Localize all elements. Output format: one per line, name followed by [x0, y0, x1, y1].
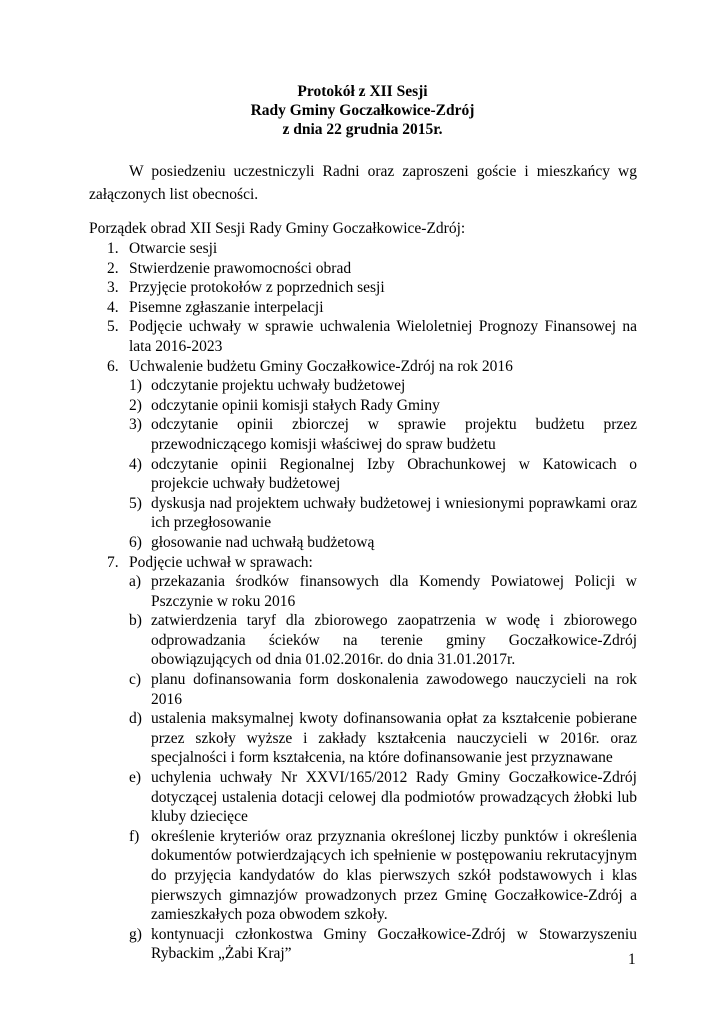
agenda-subitem-number: a) [129, 573, 142, 591]
agenda-item-text: Pisemne zgłaszanie interpelacji [129, 298, 324, 316]
agenda-subitem-number: 3) [129, 416, 142, 434]
agenda-item-text: Podjęcie uchwał w sprawach: [129, 553, 313, 571]
agenda-item-number: 6. [107, 357, 119, 375]
agenda-item [89, 278, 637, 298]
agenda-item-number: 3. [107, 279, 119, 297]
agenda-subitem [129, 670, 637, 709]
agenda-item-number: 4. [107, 298, 119, 316]
agenda-subitem-number: g) [129, 925, 142, 943]
agenda-subitem-text: przekazania środków finansowych dla Komendy Powiatowej Policji w Pszczynie w roku 2016 [151, 573, 637, 610]
agenda-item-text: Otwarcie sesji [129, 240, 218, 257]
agenda-item-text: Podjęcie uchwały w sprawie uchwalenia Wieloletniej Prognozy Finansowej na lata 2016-2023 [129, 318, 637, 355]
agenda-subitem-text: ustalenia maksymalnej kwoty dofinansowania opłat za kształcenie pobierane przez szkoły wyższe i zakłady kształcenia nauczycieli w 2016r. oraz specjalności i form kształcenia, na które dofinansowanie jest przyznawane [151, 710, 637, 767]
agenda-item-text: Przyjęcie protokołów z poprzednich sesji [129, 279, 385, 297]
agenda-subitem-text: planu dofinansowania form doskonalenia zawodowego nauczycieli na rok 2016 [151, 671, 637, 708]
agenda-subitem [129, 572, 637, 611]
agenda-subitem-text: uchylenia uchwały Nr XXVI/165/2012 Rady Gminy Goczałkowice-Zdrój dotyczącej ustalenia dotacji celowej dla podmiotów prowadzących żłobki lub kluby dziecięce [151, 769, 637, 826]
page-number: 1 [628, 951, 636, 968]
title-line-2: Rady Gminy Goczałkowice-Zdrój [250, 102, 475, 119]
agenda-subitem-number: c) [129, 671, 142, 689]
document-title [0, 82, 725, 139]
agenda-subitem-text: głosowanie nad uchwałą budżetową [151, 533, 375, 551]
agenda-subitem-number: 2) [129, 396, 142, 414]
agenda-item [89, 298, 637, 318]
agenda-subitem-number: 6) [129, 533, 142, 551]
agenda-heading: Porządek obrad XII Sesji Rady Gminy Goczałkowice-Zdrój: [89, 220, 466, 237]
agenda-item-number: 7. [107, 553, 119, 571]
agenda-subitem-text: odczytanie projektu uchwały budżetowej [151, 377, 406, 395]
agenda-subitem [129, 376, 637, 396]
agenda-subitem-text: odczytanie opinii Regionalnej Izby Obrachunkowej w Katowicach o projekcie uchwały budżetowej [151, 455, 637, 493]
agenda-item [89, 553, 637, 573]
agenda-subitem-number: 4) [129, 455, 142, 473]
agenda-item-text: Stwierdzenie prawomocności obrad [129, 259, 352, 277]
agenda-subitem-number: 5) [129, 494, 142, 512]
intro-paragraph: W posiedzeniu uczestniczyli Radni oraz zaproszeni goście i mieszkańcy wg załączonych list obecności. [89, 163, 637, 203]
agenda-subitem [129, 455, 637, 494]
agenda-subitem [129, 533, 637, 553]
title-line-1: Protokół z XII Sesji [297, 83, 428, 100]
agenda-subitem [129, 415, 637, 454]
agenda-item [89, 357, 637, 377]
agenda-subitem-number: e) [129, 769, 142, 787]
agenda-subitem-number: f) [129, 827, 140, 845]
agenda-subitem-number: b) [129, 612, 142, 630]
agenda-subitem [129, 709, 637, 768]
agenda-item-number: 2. [107, 259, 119, 277]
agenda-item-number: 5. [107, 318, 119, 336]
agenda-list [89, 239, 637, 964]
agenda-subitem-text: zatwierdzenia taryf dla zbiorowego zaopatrzenia w wodę i zbiorowego odprowadzania ścieków na terenie gminy Goczałkowice-Zdrój obowiązujących od dnia 01.02.2016r. do dnia 31.01.2017r. [151, 612, 637, 669]
agenda-subitem-number: 1) [129, 377, 142, 395]
agenda-sublist [89, 572, 637, 964]
agenda-subitem-text: kontynuacji członkostwa Gminy Goczałkowice-Zdrój w Stowarzyszeniu Rybackim „Żabi Kraj” [151, 925, 637, 963]
agenda-subitem-text: określenie kryteriów oraz przyznania określonej liczby punktów i określenia dokumentów potwierdzających ich spełnienie w postępowaniu rekrutacyjnym do przyjęcia kandydatów do klas pierwszych szkół podstawowych i klas pierwszych gimnazjów prowadzonych przez Gminę Goczałkowice-Zdrój a zamieszkałych poza obwodem szkoły. [151, 827, 637, 924]
agenda-subitem-text: odczytanie opinii komisji stałych Rady Gminy [151, 396, 440, 414]
agenda-subitem [129, 925, 637, 964]
agenda-item [89, 239, 637, 259]
agenda-item [89, 317, 637, 356]
agenda-subitem [129, 768, 637, 827]
agenda-subitem [129, 396, 637, 416]
agenda-item [89, 259, 637, 279]
agenda-subitem-number: d) [129, 710, 142, 728]
agenda-subitem-text: dyskusja nad projektem uchwały budżetowej i wniesionymi poprawkami oraz ich przegłosowanie [151, 494, 637, 532]
agenda-item-number: 1. [107, 240, 119, 257]
agenda-subitem [129, 827, 637, 925]
agenda-item-text: Uchwalenie budżetu Gminy Goczałkowice-Zdrój na rok 2016 [129, 357, 513, 375]
title-line-3: z dnia 22 grudnia 2015r. [282, 121, 443, 138]
agenda-subitem [129, 494, 637, 533]
agenda-subitem-text: odczytanie opinii zbiorczej w sprawie projektu budżetu przez przewodniczącego komisji właściwej do spraw budżetu [151, 416, 637, 453]
agenda-sublist [89, 376, 637, 552]
agenda-subitem [129, 611, 637, 670]
